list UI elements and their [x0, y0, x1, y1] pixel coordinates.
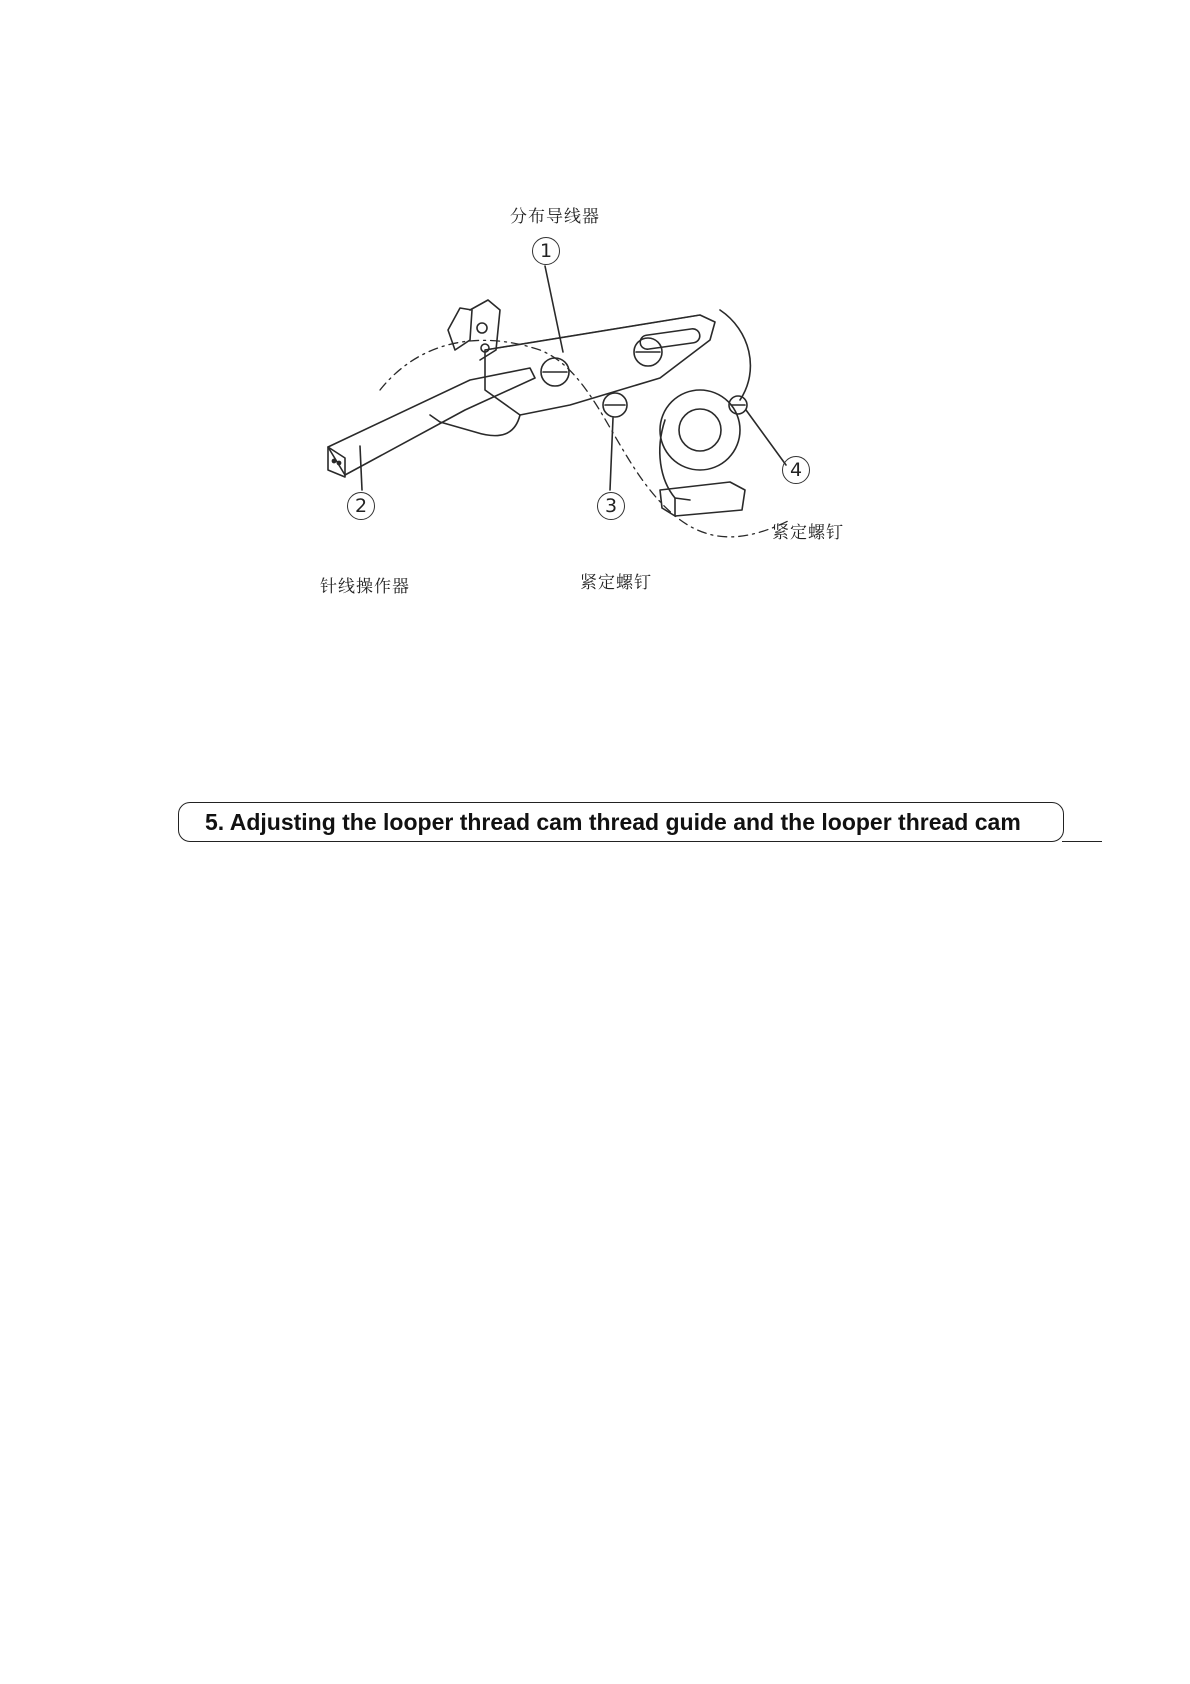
callout-3: 3 — [597, 492, 625, 520]
label-needle-thread-operator: 针线操作器 — [320, 577, 410, 597]
mechanism-figure — [310, 200, 910, 610]
label-distribution-thread-guide: 分布导线器 — [510, 207, 600, 227]
looper-thread-guide-drawing — [310, 200, 910, 610]
section-heading-box — [178, 802, 1064, 842]
callout-1: 1 — [532, 237, 560, 265]
label-set-screw-a: 紧定螺钉 — [580, 573, 652, 593]
callout-2: 2 — [347, 492, 375, 520]
section-heading: 5. Adjusting the looper thread cam thread guide and the looper thread cam — [205, 808, 1021, 835]
label-set-screw-b: 紧定螺钉 — [772, 523, 844, 543]
heading-rule — [1062, 841, 1102, 842]
callout-4: 4 — [782, 456, 810, 484]
